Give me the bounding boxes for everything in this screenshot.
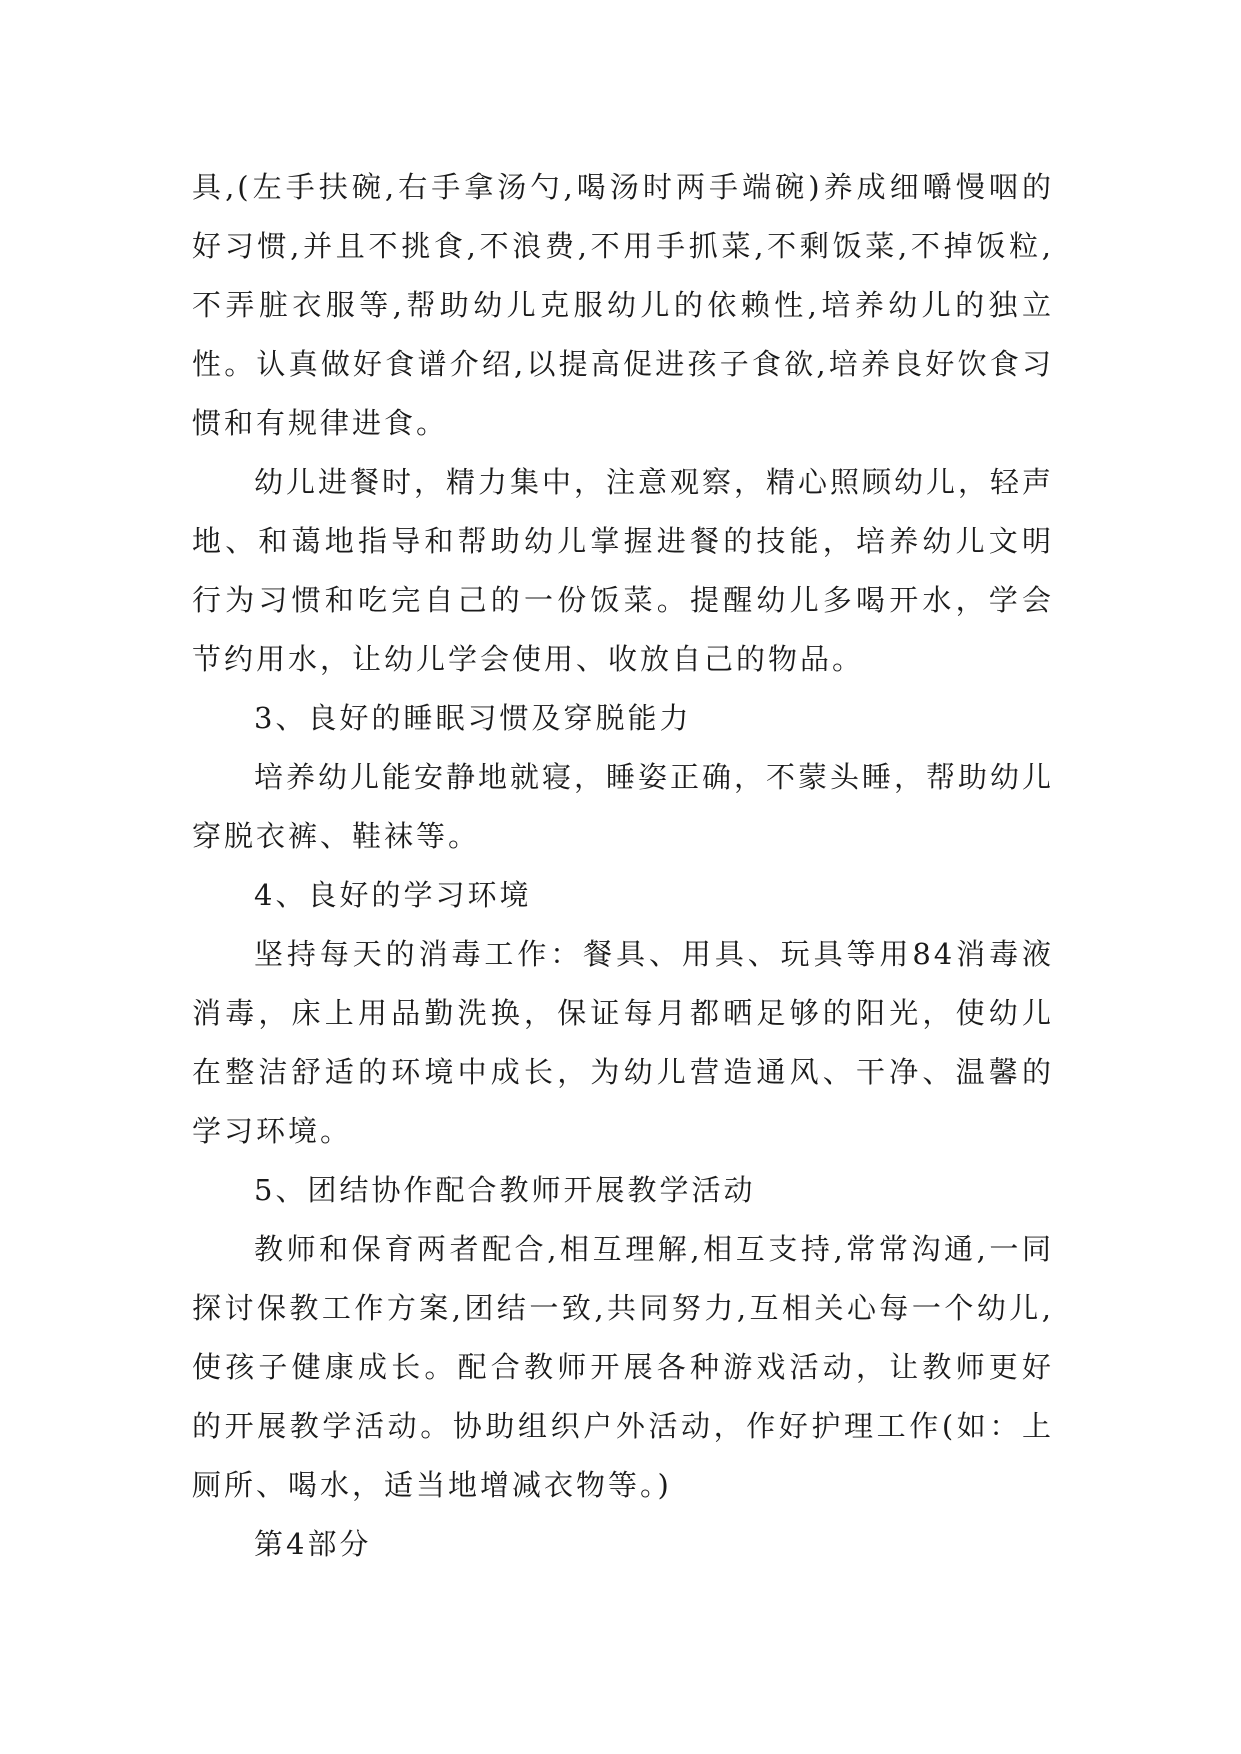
heading-teamwork: 5、团结协作配合教师开展教学活动 xyxy=(254,1173,756,1207)
paragraph-cooperation: 教师和保育两者配合,相互理解,相互支持,常常沟通,一同探讨保教工作方案,团结一致,共同努力,互相关心每一个幼儿,使孩子健康成长。配合教师开展各种游戏活动，让教师更好的开展教学活动。协助组织户外活动，作好护理工作(如：上厕所、喝水，适当地增减衣物等。) xyxy=(192,1232,1054,1502)
paragraph-sleep: 培养幼儿能安静地就寝，睡姿正确，不蒙头睡，帮助幼儿穿脱衣裤、鞋袜等。 xyxy=(192,760,1055,853)
heading-learning-environment: 4、良好的学习环境 xyxy=(254,878,532,912)
paragraph-disinfection: 坚持每天的消毒工作：餐具、用具、玩具等用84消毒液消毒，床上用品勤洗换，保证每月都晒足够的阳光，使幼儿在整洁舒适的环境中成长，为幼儿营造通风、干净、温馨的学习环境。 xyxy=(192,937,1054,1148)
section-label: 第4部分 xyxy=(254,1527,372,1561)
paragraph-mealtime-care: 幼儿进餐时，精力集中，注意观察，精心照顾幼儿，轻声地、和蔼地指导和帮助幼儿掌握进餐的技能，培养幼儿文明行为习惯和吃完自己的一份饭菜。提醒幼儿多喝开水，学会节约用水，让幼儿学会使用、收放自己的物品。 xyxy=(192,465,1055,676)
heading-sleep-habits: 3、良好的睡眠习惯及穿脱能力 xyxy=(254,701,692,735)
document-page xyxy=(192,158,1054,1574)
paragraph-meal-habits: 具,(左手扶碗,右手拿汤勺,喝汤时两手端碗)养成细嚼慢咽的好习惯,并且不挑食,不浪费,不用手抓菜,不剩饭菜,不掉饭粒,不弄脏衣服等,帮助幼儿克服幼儿的依赖性,培养幼儿的独立性。认真做好食谱介绍,以提高促进孩子食欲,培养良好饮食习惯和有规律进食。 xyxy=(192,170,1054,440)
